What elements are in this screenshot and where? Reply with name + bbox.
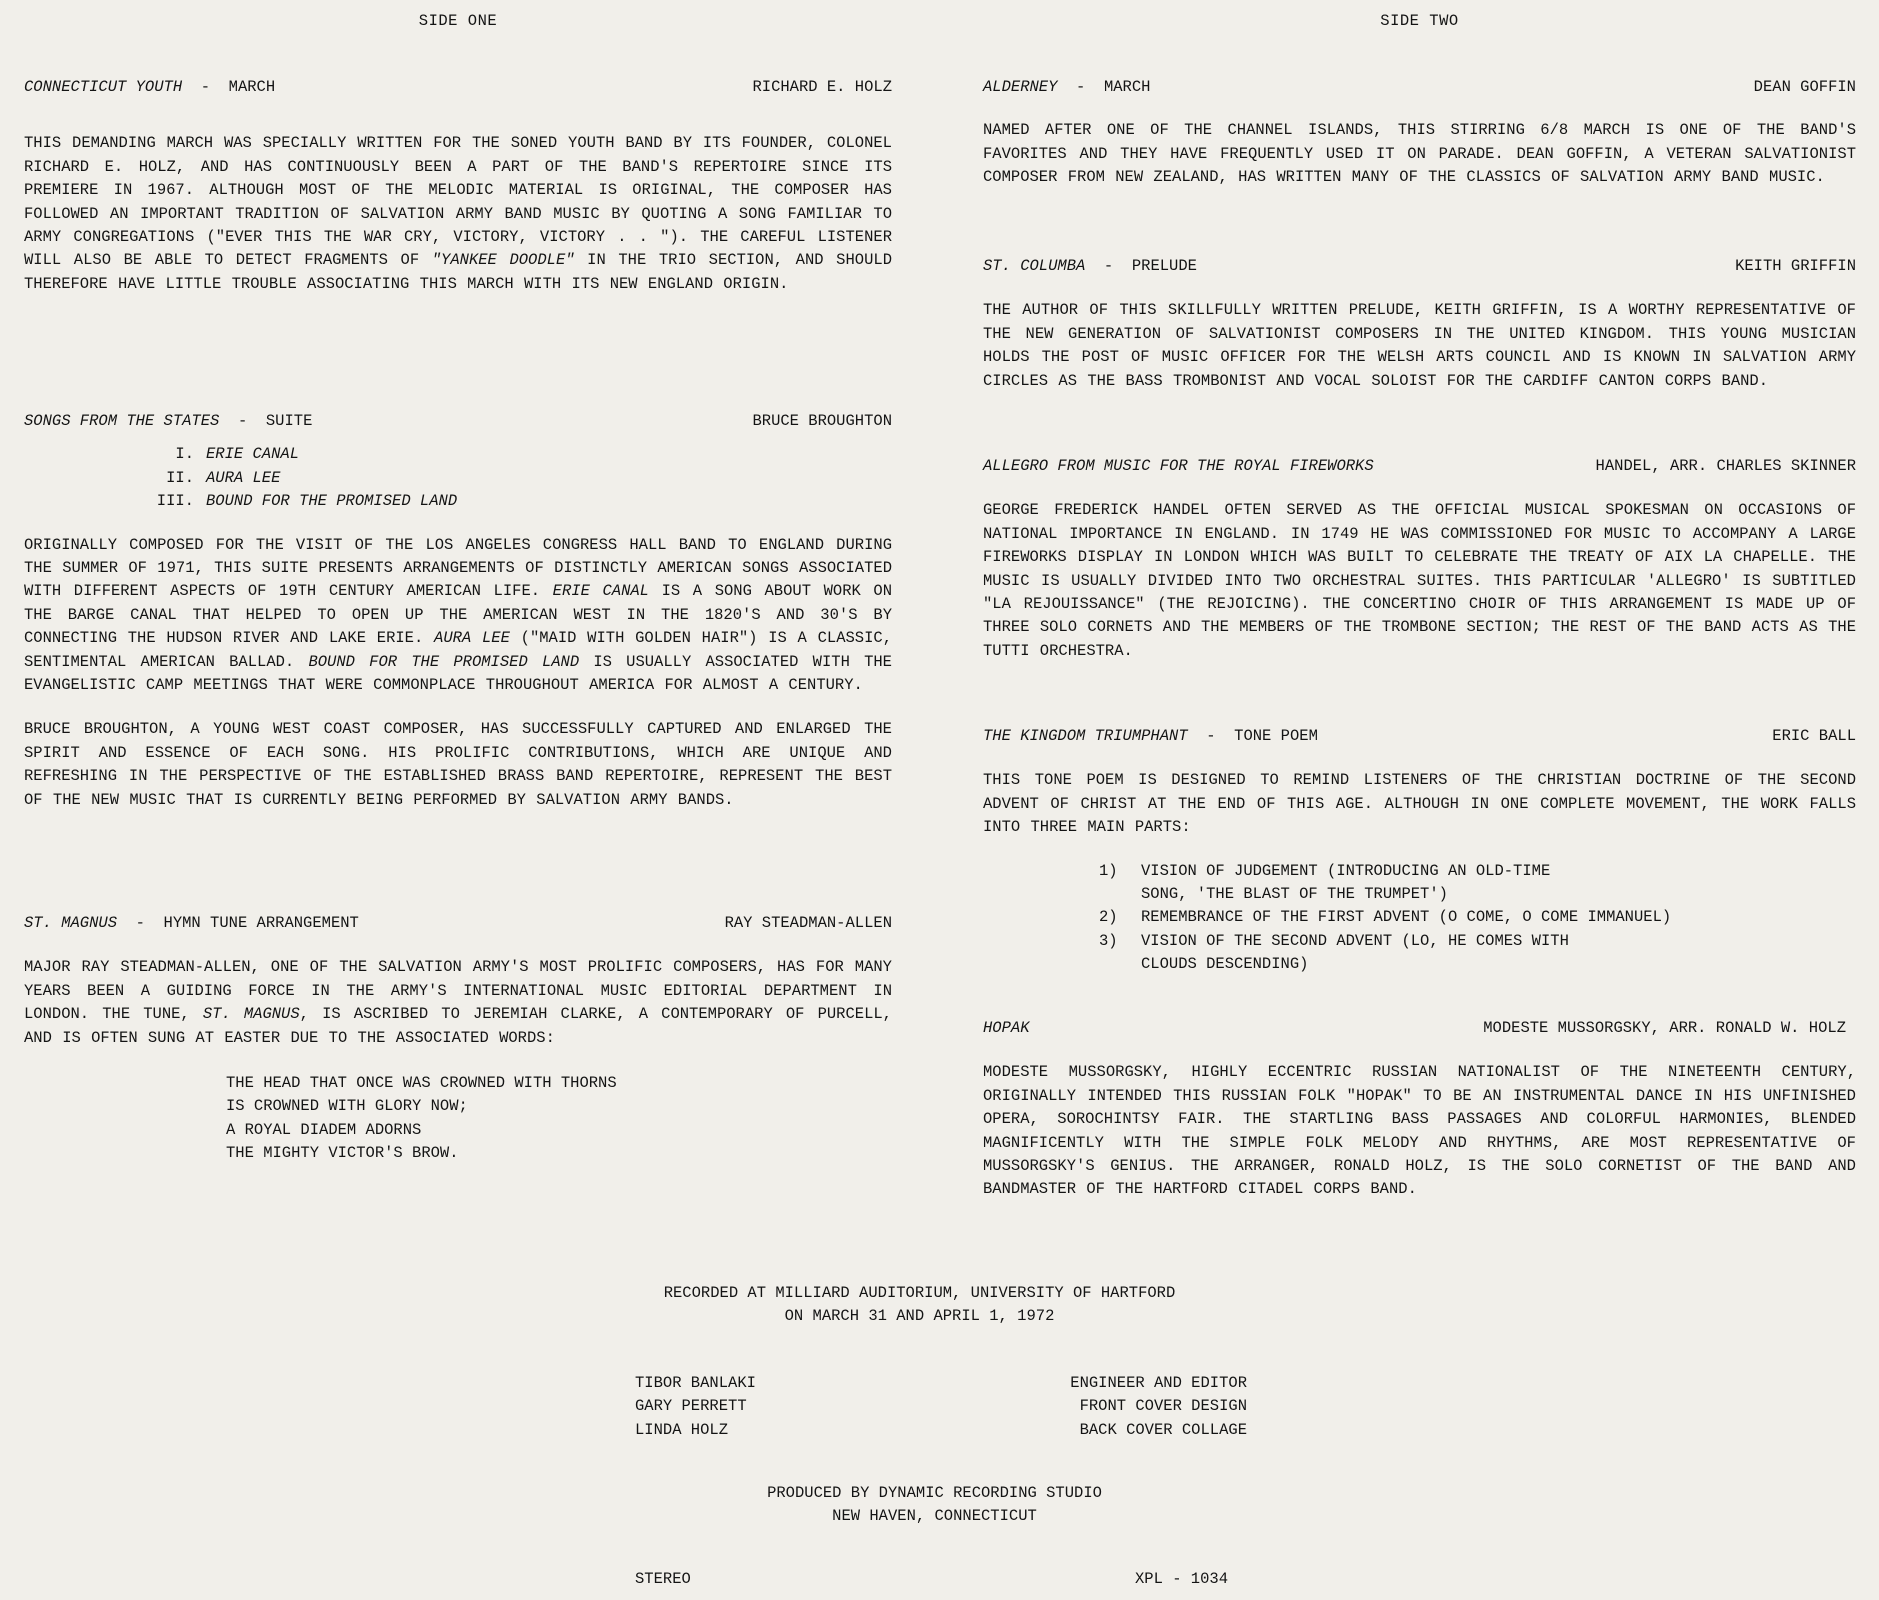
- verse-line: A ROYAL DIADEM ADORNS: [226, 1120, 422, 1139]
- part-item: 3) VISION OF THE SECOND ADVENT (LO, HE COMES WITH CLOUDS DESCENDING): [1099, 931, 1569, 974]
- piece-title: CONNECTICUT YOUTH: [24, 78, 183, 96]
- movement-item: II. AURA LEE: [166, 468, 281, 487]
- entry-hopak: [983, 1017, 1856, 1202]
- entry-royal-fireworks: [983, 455, 1856, 663]
- part-item: 2) REMEMBRANCE OF THE FIRST ADVENT (O COME, O COME IMMANUEL): [1099, 908, 1672, 927]
- credits-block: [635, 1372, 1247, 1442]
- movement-list: [24, 443, 892, 513]
- entry-kingdom-triumphant: [983, 725, 1856, 977]
- main-parts-list: [983, 860, 1856, 977]
- side-two-heading: SIDE TWO: [1380, 12, 1459, 30]
- entry-title-row: ST. MAGNUS - HYMN TUNE ARRANGEMENT RAY STEADMAN-ALLEN: [24, 912, 892, 935]
- piece-description: MAJOR RAY STEADMAN-ALLEN, ONE OF THE SALVATION ARMY'S MOST PROLIFIC COMPOSERS, HAS FOR MANY YEARS BEEN A GUIDING FORCE IN THE ARMY'S INTERNATIONAL MUSIC EDITORIAL DEPARTMENT IN LONDON. THE TUNE, ST. MAGNUS, IS ASCRIBED TO JEREMIAH CLARKE, A CONTEMPORARY OF PURCELL, AND IS OFTEN SUNG AT EASTER DUE TO THE ASSOCIATED WORDS:: [24, 958, 892, 1047]
- entry-title-row: CONNECTICUT YOUTH - MARCH RICHARD E. HOLZ: [24, 76, 892, 99]
- entry-alderney: [983, 76, 1856, 190]
- producer-info: PRODUCED BY DYNAMIC RECORDING STUDIO NEW HAVEN, CONNECTICUT: [767, 1484, 1102, 1526]
- entry-songs-from-the-states: [24, 410, 892, 812]
- entry-title-row: SONGS FROM THE STATES - SUITE BRUCE BROUGHTON: [24, 410, 892, 433]
- entry-st-magnus: [24, 912, 892, 1166]
- entry-title-row: ST. COLUMBA - PRELUDE KEITH GRIFFIN: [983, 255, 1856, 278]
- piece-composer: BRUCE BROUGHTON: [752, 412, 892, 430]
- credit-row: [635, 1395, 1247, 1418]
- piece-form: MARCH: [228, 78, 276, 96]
- piece-composer: RICHARD E. HOLZ: [752, 78, 892, 96]
- piece-title: ALDERNEY: [983, 78, 1058, 96]
- piece-title: ST. MAGNUS: [24, 914, 118, 932]
- piece-composer: DEAN GOFFIN: [1753, 78, 1856, 96]
- part-item: 1) VISION OF JUDGEMENT (INTRODUCING AN OLD-TIME SONG, 'THE BLAST OF THE TRUMPET'): [1099, 861, 1551, 904]
- format-label: STEREO: [635, 1570, 691, 1588]
- entry-title-row: [983, 1017, 1856, 1040]
- credit-name: GARY PERRETT: [635, 1397, 747, 1416]
- movement-item: I. ERIE CANAL: [175, 445, 300, 464]
- piece-title: ST. COLUMBA: [983, 257, 1086, 275]
- piece-form: TONE POEM: [1234, 727, 1318, 745]
- piece-form: SUITE: [265, 412, 313, 430]
- piece-composer: HANDEL, ARR. CHARLES SKINNER: [1595, 457, 1856, 475]
- hymn-verse: [24, 1072, 892, 1166]
- entry-title-row: THE KINGDOM TRIUMPHANT - TONE POEM ERIC BALL: [983, 725, 1856, 748]
- piece-composer: ERIC BALL: [1772, 727, 1856, 745]
- piece-title: ALLEGRO FROM MUSIC FOR THE ROYAL FIREWORKS: [983, 457, 1374, 475]
- catalog-number: XPL - 1034: [1135, 1570, 1229, 1588]
- piece-description: NAMED AFTER ONE OF THE CHANNEL ISLANDS, THIS STIRRING 6/8 MARCH IS ONE OF THE BAND'S FAVORITES AND THEY HAVE FREQUENTLY USED IT ON PARADE. DEAN GOFFIN, A VETERAN SALVATIONIST COMPOSER FROM NEW ZEALAND, HAS WRITTEN MANY OF THE CLASSICS OF SALVATION ARMY BAND MUSIC.: [983, 121, 1856, 187]
- credit-role: BACK COVER COLLAGE: [1079, 1420, 1247, 1439]
- recording-info: RECORDED AT MILLIARD AUDITORIUM, UNIVERSITY OF HARTFORD ON MARCH 31 AND APRIL 1, 1972: [663, 1284, 1176, 1326]
- credit-row: [635, 1419, 1247, 1442]
- piece-form: HYMN TUNE ARRANGEMENT: [163, 914, 359, 932]
- verse-line: THE MIGHTY VICTOR'S BROW.: [226, 1144, 459, 1163]
- piece-description: MODESTE MUSSORGSKY, HIGHLY ECCENTRIC RUSSIAN NATIONALIST OF THE NINETEENTH CENTURY, ORIGINALLY INTENDED THIS RUSSIAN FOLK "HOPAK" TO BE AN INSTRUMENTAL DANCE IN HIS UNFINISHED OPERA, SOROCHINTSY FAIR. THE STARTLING BASS PASSAGES AND COLORFUL HARMONIES, BLENDED MAGNIFICENTLY WITH THE SIMPLE FOLK MELODY AND RHYTHMS, ARE MOST REPRESENTATIVE OF MUSSORGSKY'S GENIUS. THE ARRANGER, RONALD HOLZ, IS THE SOLO CORNETIST OF THE BAND AND BANDMASTER OF THE HARTFORD CITADEL CORPS BAND.: [983, 1063, 1856, 1199]
- movement-item: III. BOUND FOR THE PROMISED LAND: [156, 492, 458, 511]
- piece-title: HOPAK: [983, 1019, 1030, 1037]
- piece-description: THIS TONE POEM IS DESIGNED TO REMIND LISTENERS OF THE CHRISTIAN DOCTRINE OF THE SECOND ADVENT OF CHRIST AT THE END OF THIS AGE. ALTHOUGH IN ONE COMPLETE MOVEMENT, THE WORK FALLS INTO THREE MAIN PARTS:: [983, 771, 1856, 837]
- piece-composer: KEITH GRIFFIN: [1735, 257, 1856, 275]
- verse-line: IS CROWNED WITH GLORY NOW;: [226, 1097, 468, 1116]
- entry-st-columba: [983, 255, 1856, 393]
- side-one-heading: SIDE ONE: [418, 12, 498, 30]
- piece-title: SONGS FROM THE STATES: [24, 412, 220, 430]
- entry-title-row: ALDERNEY - MARCH DEAN GOFFIN: [983, 76, 1856, 99]
- composer-biography: BRUCE BROUGHTON, A YOUNG WEST COAST COMPOSER, HAS SUCCESSFULLY CAPTURED AND ENLARGED THE SPIRIT AND ESSENCE OF EACH SONG. HIS PROLIFIC CONTRIBUTIONS, WHICH ARE UNIQUE AND REFRESHING IN THE PERSPECTIVE OF THE ESTABLISHED BRASS BAND REPERTOIRE, REPRESENT THE BEST OF THE NEW MUSIC THAT IS CURRENTLY BEING PERFORMED BY SALVATION ARMY BANDS.: [24, 720, 892, 809]
- piece-form: PRELUDE: [1131, 257, 1197, 275]
- piece-composer: MODESTE MUSSORGSKY, ARR. RONALD W. HOLZ: [1483, 1019, 1846, 1037]
- piece-description: ORIGINALLY COMPOSED FOR THE VISIT OF THE LOS ANGELES CONGRESS HALL BAND TO ENGLAND DURING THE SUMMER OF 1971, THIS SUITE PRESENTS ARRANGEMENTS OF DISTINCTLY AMERICAN SONGS ASSOCIATED WITH DIFFERENT ASPECTS OF 19TH CENTURY AMERICAN LIFE. ERIE CANAL IS A SONG ABOUT WORK ON THE BARGE CANAL THAT HELPED TO OPEN UP THE AMERICAN WEST IN THE 1820'S AND 30'S BY CONNECTING THE HUDSON RIVER AND LAKE ERIE. AURA LEE ("MAID WITH GOLDEN HAIR") IS A CLASSIC, SENTIMENTAL AMERICAN BALLAD. BOUND FOR THE PROMISED LAND IS USUALLY ASSOCIATED WITH THE EVANGELISTIC CAMP MEETINGS THAT WERE COMMONPLACE THROUGHOUT AMERICA FOR ALMOST A CENTURY.: [24, 535, 893, 695]
- entry-title-row: [983, 455, 1856, 478]
- piece-description: GEORGE FREDERICK HANDEL OFTEN SERVED AS THE OFFICIAL MUSICAL SPOKESMAN ON OCCASIONS OF NATIONAL IMPORTANCE IN ENGLAND. IN 1749 HE WAS COMMISSIONED FOR MUSIC TO ACCOMPANY A LARGE FIREWORKS DISPLAY IN LONDON WHICH WAS BUILT TO CELEBRATE THE TREATY OF AIX LA CHAPELLE. THE MUSIC IS USUALLY DIVIDED INTO TWO ORCHESTRAL SUITES. THIS PARTICULAR 'ALLEGRO' IS SUBTITLED "LA REJOUISSANCE" (THE REJOICING). THE CONCERTINO CHOIR OF THIS ARRANGEMENT IS MADE UP OF THREE SOLO CORNETS AND THE MEMBERS OF THE TROMBONE SECTION; THE REST OF THE BAND ACTS AS THE TUTTI ORCHESTRA.: [983, 501, 1856, 660]
- credit-name: LINDA HOLZ: [635, 1420, 729, 1439]
- credit-row: [635, 1372, 1247, 1395]
- piece-title: THE KINGDOM TRIUMPHANT: [983, 727, 1188, 745]
- credit-name: TIBOR BANLAKI: [635, 1374, 756, 1392]
- piece-composer: RAY STEADMAN-ALLEN: [724, 914, 892, 932]
- piece-form: MARCH: [1103, 78, 1151, 96]
- piece-description: THE AUTHOR OF THIS SKILLFULLY WRITTEN PRELUDE, KEITH GRIFFIN, IS A WORTHY REPRESENTATIVE OF THE NEW GENERATION OF SALVATIONIST COMPOSERS IN THE UNITED KINGDOM. THIS YOUNG MUSICIAN HOLDS THE POST OF MUSIC OFFICER FOR THE WELSH ARTS COUNCIL AND IS KNOWN IN SALVATION ARMY CIRCLES AS THE BASS TROMBONIST AND VOCAL SOLOIST FOR THE CARDIFF CANTON CORPS BAND.: [983, 301, 1856, 390]
- credit-role: ENGINEER AND EDITOR: [1070, 1374, 1247, 1392]
- piece-description: THIS DEMANDING MARCH WAS SPECIALLY WRITTEN FOR THE SONED YOUTH BAND BY ITS FOUNDER, COLONEL RICHARD E. HOLZ, AND HAS CONTINUOUSLY BEEN A PART OF THE BAND'S REPERTOIRE SINCE ITS PREMIERE IN 1967. ALTHOUGH MOST OF THE MELODIC MATERIAL IS ORIGINAL, THE COMPOSER HAS FOLLOWED AN IMPORTANT TRADITION OF SALVATION ARMY BAND MUSIC BY QUOTING A SONG FAMILIAR TO ARMY CONGREGATIONS ("EVER THIS THE WAR CRY, VICTORY, VICTORY . . "). THE CAREFUL LISTENER WILL ALSO BE ABLE TO DETECT FRAGMENTS OF "YANKEE DOODLE" IN THE TRIO SECTION, AND SHOULD THEREFORE HAVE LITTLE TROUBLE ASSOCIATING THIS MARCH WITH ITS NEW ENGLAND ORIGIN.: [24, 134, 892, 293]
- entry-connecticut-youth: [24, 76, 892, 296]
- verse-line: THE HEAD THAT ONCE WAS CROWNED WITH THORNS: [226, 1074, 617, 1093]
- credit-role: FRONT COVER DESIGN: [1079, 1397, 1247, 1416]
